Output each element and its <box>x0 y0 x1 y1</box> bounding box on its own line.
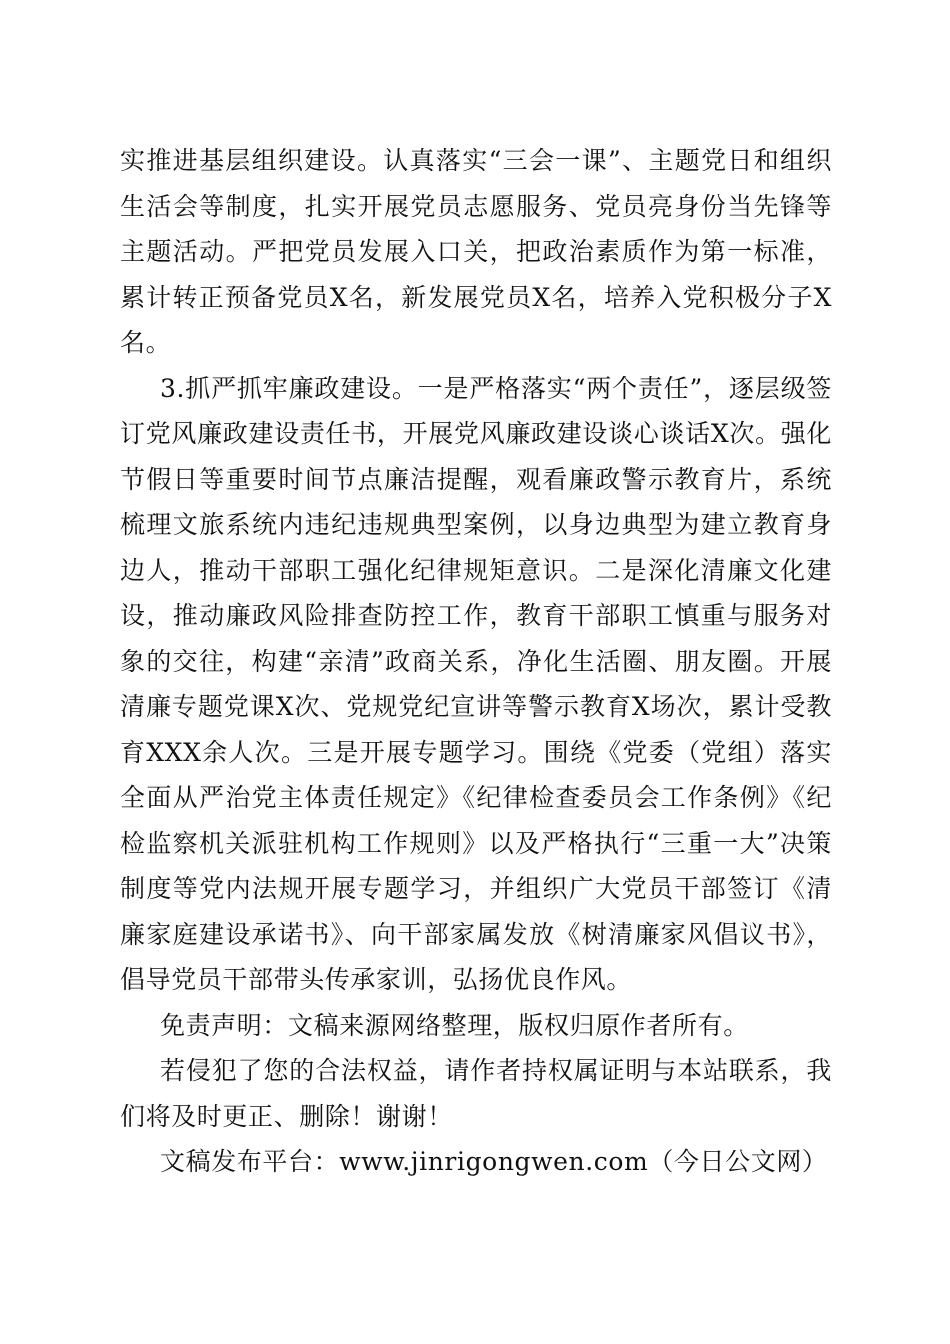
copyright-notice: 若侵犯了您的合法权益，请作者持权属证明与本站联系，我们将及时更正、删除！谢谢！ <box>120 1056 832 1131</box>
disclaimer-line: 免责声明：文稿来源网络整理，版权归原作者所有。 <box>160 1010 749 1040</box>
paragraph-party-organization: 实推进基层组织建设。认真落实“三会一课”、主题党日和组织生活会等制度，扎实开展党员志愿服务、党员亮身份当先锋等主题活动。严把党员发展入口关，把政治素质作为第一标准，累计转正预备党员X名，新发展党员X名，培养入党积极分子X名。 <box>120 146 832 357</box>
paragraph-integrity-building: 3.抓严抓牢廉政建设。一是严格落实“两个责任”，逐层级签订党风廉政建设责任书，开展党风廉政建设谈心谈话X次。强化节假日等重要时间节点廉洁提醒，观看廉政警示教育片，系统梳理文旅系统内违纪违规典型案例，以身边典型为建立教育身边人，推动干部职工强化纪律规矩意识。二是深化清廉文化建设，推动廉政风险排查防控工作，教育干部职工慎重与服务对象的交往，构建“亲清”政商关系，净化生活圈、朋友圈。开展清廉专题党课X次、党规党纪宣讲等警示教育X场次，累计受教育XXX余人次。三是开展专题学习。围绕《党委（党组）落实全面从严治党主体责任规定》《纪律检查委员会工作条例》《纪检监察机关派驻机构工作规则》以及严格执行“三重一大”决策制度等党内法规开展专题学习，并组织广大党员干部签订《清廉家庭建设承诺书》、向干部家属发放《树清廉家风倡议书》，倡导党员干部带头传承家训，弘扬优良作风。 <box>120 373 832 994</box>
publish-platform: 文稿发布平台：www.jinrigongwen.com（今日公文网） <box>160 1147 828 1176</box>
document-page <box>120 138 832 1185</box>
